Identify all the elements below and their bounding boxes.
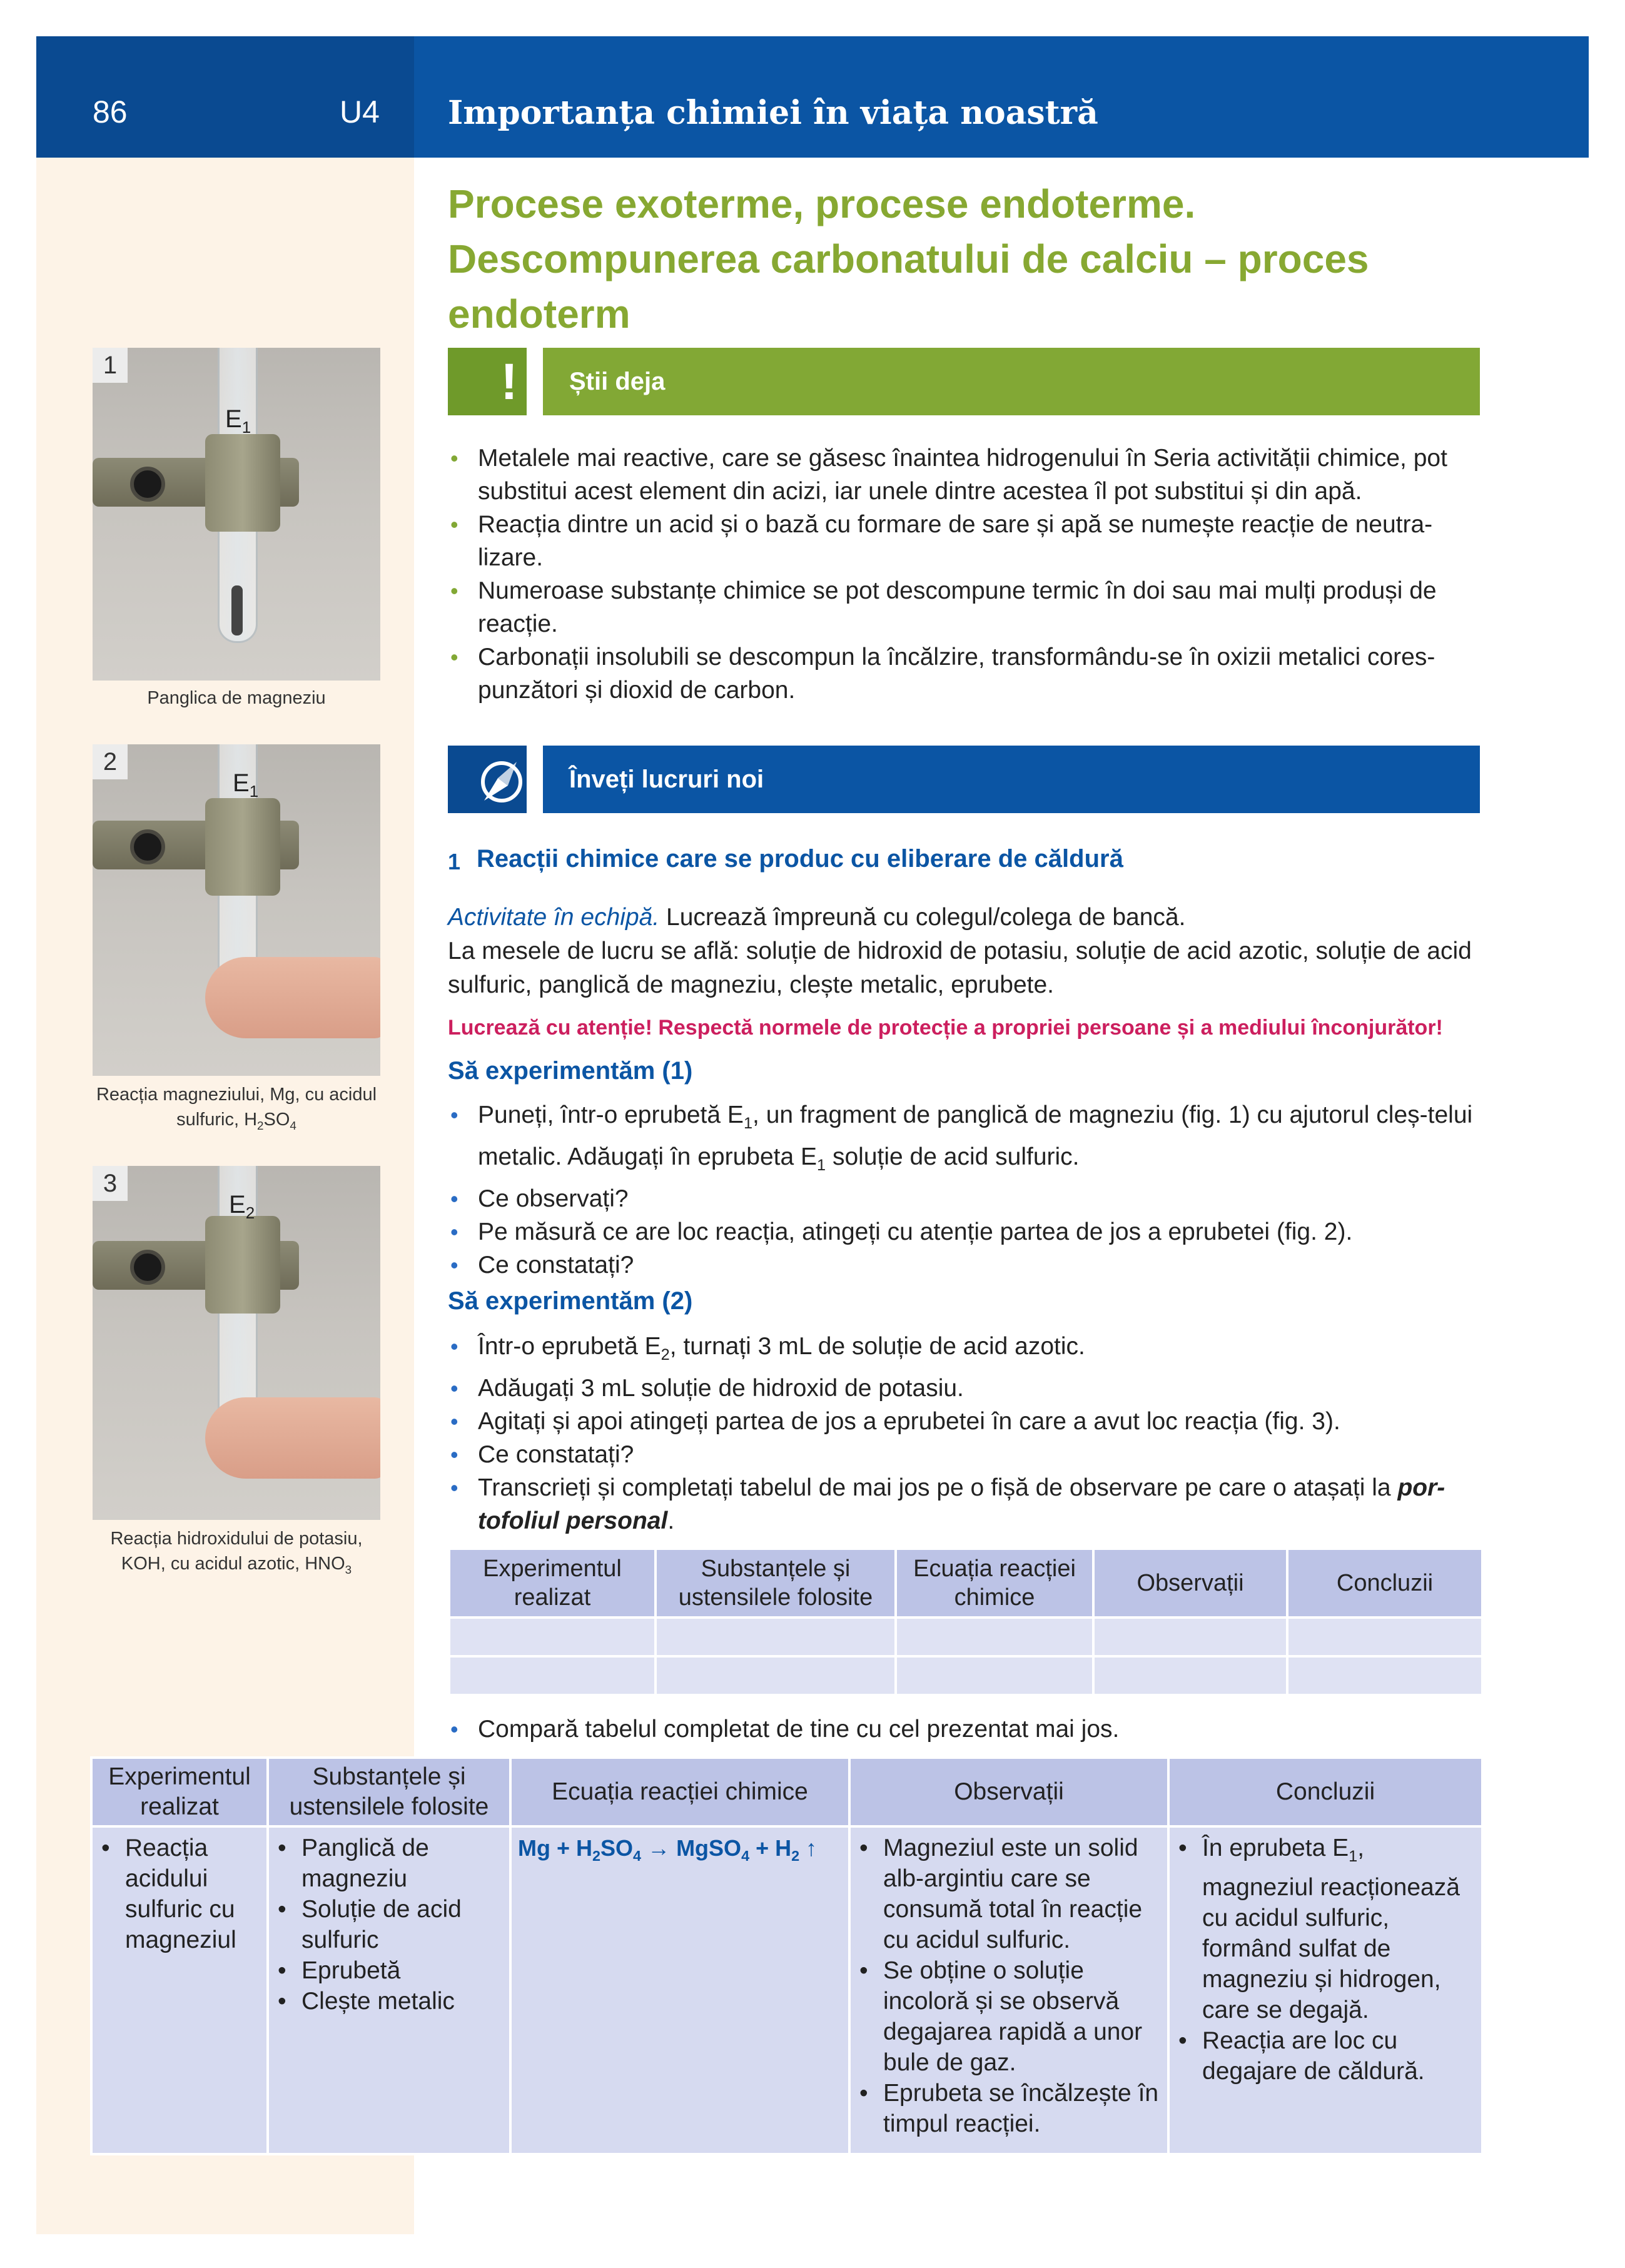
clamp-knob (130, 1250, 165, 1285)
experiment2-list (448, 1330, 1481, 1537)
chapter-title: Importanța chimiei în viața noastră (448, 94, 1098, 132)
table-cell (1168, 1826, 1482, 2154)
clamp-knob (130, 829, 165, 864)
figure-2-caption: Reacția magneziului, Mg, cu acidul sulfuric, $H_2SO_4$ (96, 1085, 377, 1132)
magnesium-ribbon (231, 585, 243, 635)
know-already-icon-box (448, 348, 527, 415)
list-item: • Se obține o soluție incoloră și se observă degajarea rapidă a unor bule de gaz. (857, 1955, 1161, 2078)
activity-text: Lucrează împreună cu colegul/colega de bancă. (666, 904, 1186, 931)
list-item: • Pe măsură ce are loc reacția, atingeți cu atenție partea de jos a eprubetei (fig. 2). (448, 1215, 1481, 1248)
section-title: Reacții chimice care se produc cu eliberare de căldură (477, 845, 1123, 873)
clamp-knob (130, 467, 165, 502)
know-already-list (448, 442, 1481, 707)
table-header: Experimentul realizat (91, 1758, 268, 1826)
list-item: • Într-o eprubetă $E_2$, turnați 3 mL de soluție de acid azotic. (448, 1330, 1481, 1372)
observation-sheet-table (448, 1547, 1484, 1696)
table-cell (268, 1826, 510, 2154)
activity-lead: Activitate în echipă. (448, 904, 660, 931)
figure-number: 2 (93, 744, 128, 779)
list-item: • Carbonații insolubili se descompun la încălzire, transformându-se în oxizii metalici cores-punzători și dioxid de carbon. (448, 640, 1481, 707)
table-row (449, 1617, 1482, 1656)
learn-new-icon-box (448, 746, 527, 813)
list-item: • Reacția are loc cu degajare de căldură. (1176, 2025, 1475, 2087)
table-header: Substanțele și ustensilele folosite (268, 1758, 510, 1826)
compass-icon (448, 746, 527, 813)
list-item: • Reacția acidului sulfuric cu magneziul (99, 1833, 260, 1955)
list-item: • Puneți, într-o eprubetă $E_1$, un fragment de panglică de magneziu (fig. 1) cu ajutorul cleș-telui metalic. Adăugați în eprubeta $E_1$ soluție de acid sulfuric. (448, 1098, 1481, 1182)
figure-3-photo (93, 1166, 380, 1520)
list-item: • Agitați și apoi atingeți partea de jos a eprubetei în care a avut loc reacția (fig. 3). (448, 1405, 1481, 1438)
list-item: • Eprubetă (275, 1955, 503, 1986)
learn-new-banner (543, 746, 1480, 813)
activity-paragraph (448, 901, 1486, 1002)
completed-table (90, 1756, 1484, 2155)
compare-note (448, 1713, 1481, 1746)
list-item: • Metalele mai reactive, care se găsesc înaintea hidrogenului în Seria activității chimice, pot substitui acest element din acizi, iar unele dintre acestea îl pot substitui și din apă. (448, 442, 1481, 508)
table-header: Ecuația reacției chimice (896, 1549, 1093, 1617)
table-cell (510, 1826, 849, 2154)
table-header: Substanțele și ustensilele folosite (656, 1549, 896, 1617)
table-header: Concluzii (1168, 1758, 1482, 1826)
table-cell (91, 1826, 268, 2154)
list-item: • Adăugați 3 mL soluție de hidroxid de potasiu. (448, 1372, 1481, 1405)
figure-1-caption: Panglica de magneziu (147, 688, 326, 708)
list-item: • Transcrieți și completați tabelul de mai jos pe o fișă de observare pe care o atașați la por-tofoliul personal. (448, 1471, 1481, 1537)
figure-1-photo (93, 348, 380, 681)
table-header: Observații (849, 1758, 1168, 1826)
experiment2-title: Să experimentăm (2) (448, 1287, 693, 1315)
table-row (91, 1826, 1482, 2154)
page-number: 86 (93, 94, 128, 129)
tube-label: $E_1$ (233, 769, 259, 801)
table-header: Ecuația reacției chimice (510, 1758, 849, 1826)
list-item: • Ce constatați? (448, 1438, 1481, 1471)
table-header: Observații (1093, 1549, 1287, 1617)
tube-label: $E_2$ (229, 1191, 255, 1222)
chemical-equation: $Mg + H_2SO_4$ → MgSO$_4$ + $H_2$ ↑ (518, 1835, 818, 1865)
hand (205, 957, 380, 1038)
figure-number: 1 (93, 348, 128, 383)
list-item: • Ce observați? (448, 1182, 1481, 1215)
hand (205, 1397, 380, 1479)
list-item: • Clește metalic (275, 1986, 503, 2017)
experiment1-list (448, 1098, 1481, 1282)
figure-number: 3 (93, 1166, 128, 1201)
list-item: • Soluție de acid sulfuric (275, 1894, 503, 1955)
know-already-label: Știi deja (569, 368, 666, 395)
materials-text: La mesele de lucru se află: soluție de hidroxid de potasiu, soluție de acid azotic, soluție de acid sulfuric, panglică de magneziu, clește metalic, eprubete. (448, 938, 1472, 998)
experiment1-title: Să experimentăm (1) (448, 1057, 693, 1085)
safety-warning: Lucrează cu atenție! Respectă normele de protecție a propriei persoane și a mediului înconjurător! (448, 1016, 1443, 1040)
tube-label: $E_1$ (225, 405, 251, 437)
lesson-title: Procese exoterme, procese endoterme. Descompunerea carbonatului de calciu – proces endoterm (448, 181, 1369, 337)
list-item: • Ce constatați? (448, 1248, 1481, 1282)
table-header: Experimentul realizat (449, 1549, 656, 1617)
list-item: • Reacția dintre un acid și o bază cu formare de sare și apă se numește reacție de neutra-lizare. (448, 508, 1481, 574)
list-item: • Panglică de magneziu (275, 1833, 503, 1894)
figure-3-caption: Reacția hidroxidului de potasiu, KOH, cu acidul azotic, $HNO_3$ (110, 1529, 363, 1576)
figure-2-photo (93, 744, 380, 1076)
list-item: • Eprubeta se încălzește în timpul reacției. (857, 2078, 1161, 2139)
learn-new-label: Înveți lucruri noi (569, 766, 764, 793)
list-item: • Numeroase substanțe chimice se pot descompune termic în doi sau mai mulți produși de reacție. (448, 574, 1481, 640)
list-item: • Magneziul este un solid alb-argintiu care se consumă total în reacție cu acidul sulfuric. (857, 1833, 1161, 1955)
table-cell (849, 1826, 1168, 2154)
table-header: Concluzii (1287, 1549, 1482, 1617)
exclamation-icon: ! (500, 353, 518, 410)
list-item: • În eprubeta $E_1$, magneziul reacționează cu acidul sulfuric, formând sulfat de magneziu și hidrogen, care se degajă. (1176, 1833, 1475, 2025)
unit-label: U4 (340, 94, 380, 129)
section-number: 1 (448, 849, 461, 874)
table-row (449, 1656, 1482, 1695)
know-already-banner (543, 348, 1480, 415)
list-item: • Compară tabelul completat de tine cu cel prezentat mai jos. (448, 1713, 1481, 1746)
